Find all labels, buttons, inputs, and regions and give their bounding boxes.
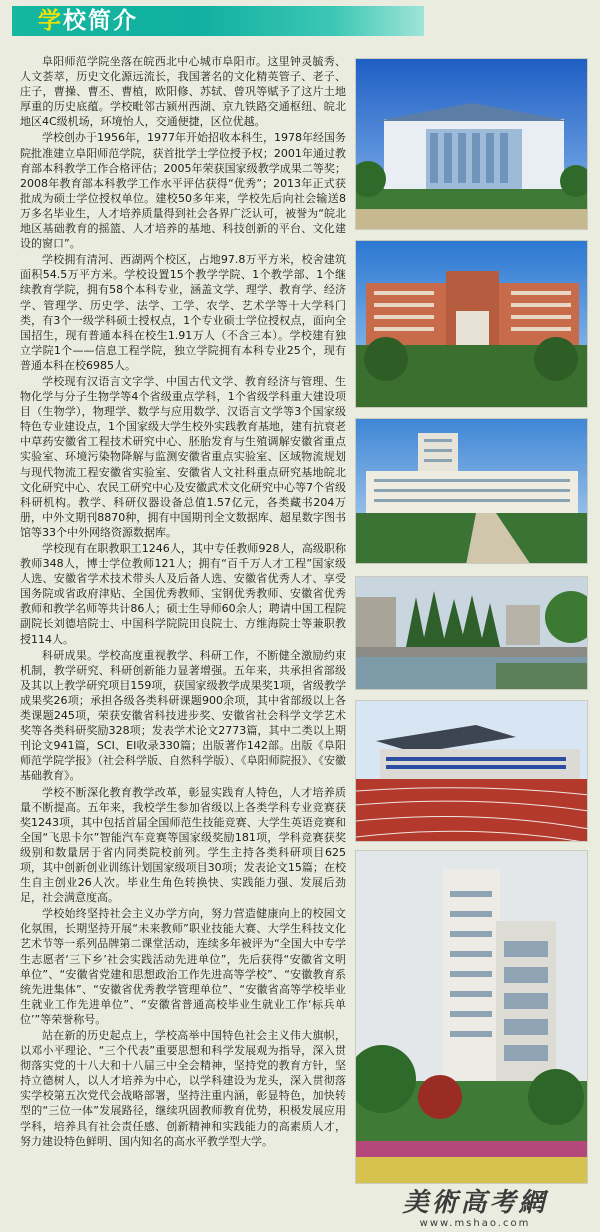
tower-building-image <box>356 851 588 1184</box>
library-building-image <box>356 59 588 230</box>
paragraph-research: 科研成果。学校高度重视教学、科研工作，不断健全激励约束机制，教学研究、科研创新能力显著增强。五年来，共承担省部级及其以上教学研究项目159项，获国家级教学成果奖1项，省级教学成果奖26项；承担各级各类科研课题900余项，其中省部级以上各类课题245项，荣获安徽省科技进步奖、安徽省社会科学文学艺术奖等各类科研奖励328项；发表学术论文2773篇，其中二类以上期刊论文941篇，SCI、EI收录330篇；出版著作142部。出版《阜阳师范学院学报》（社会科学版、自然科学版）、《阜阳师院报》、《安徽基础教育》。 <box>20 648 346 783</box>
paragraph-future: 站在新的历史起点上，学校高举中国特色社会主义伟大旗帜，以邓小平理论、“三个代表”重要思想和科学发展观为指导，深入贯彻落实党的十八大和十八届三中全会精神，坚持党的教育方针，坚持立德树人，以人才培养为中心，以学科建设为龙头，深入贯彻落实学校第五次党代会战略部署，坚持注重内涵，彰显特色，加快转型的“三位一体”发展路径，继续巩固教师教育优势，积极发展应用学科，培养具有社会责任感、创新精神和实践能力的高素质人才，努力建设特色鲜明、国内知名的高水平教学型大学。 <box>20 1029 346 1148</box>
stadium-track-photo <box>355 700 588 842</box>
main-building-image <box>356 241 588 408</box>
main-building-photo <box>355 240 588 408</box>
section-title-bar <box>12 6 424 36</box>
watermark-title: 美術高考網 <box>402 1188 548 1218</box>
site-watermark <box>360 1188 590 1230</box>
stadium-track-image <box>356 701 588 842</box>
paragraph-location: 阜阳师范学院坐落在皖西北中心城市阜阳市。这里钟灵毓秀、人文荟萃，历史文化源远流长，我国著名的文化精英管子、老子、庄子，曹操、曹丕、曹植，欧阳修、苏轼、曾巩等赋予了这片土地厚重的历史底蕴。学校毗邻古颍州西湖、京九铁路交通枢纽、皖北地区4C级机场，环境怡人，交通便捷，区位优越。 <box>20 55 346 129</box>
paragraph-faculty: 学校现有在职教职工1246人，其中专任教师928人，高级职称教师348人，博士学位教师121人；拥有“百千万人才工程”国家级人选、安徽省学术技术带头人及后备人选、安徽省优秀人才、享受国务院或省政府津贴、全国优秀教师、宝钢优秀教师、安徽省优秀教师和教学名师等共计86人；硕士生导师60余人；聘请中国工程院副院长刘德培院士、中国科学院院田良院士、方维海院士等兼职教授114人。 <box>20 542 346 646</box>
paragraph-teaching: 学校不断深化教育教学改革，彰显实践育人特色，人才培养质量不断提高。五年来，我校学生参加省级以上各类学科专业竞赛获奖1243项，其中包括首届全国师范生技能竞赛、大学生英语竞赛和全国“飞思卡尔”智能汽车竞赛等国家级奖励181项，学科竞赛获奖级别和数量居于省内同类院校前列。学生主持各类科研项目625项，其中创新创业训练计划国家级项目30项；发表论文15篇；在校生自主创业26人次。毕业生角色转换快、实践能力强、发展后劲足，社会满意度高。 <box>20 785 346 905</box>
campus-buildings-image <box>356 419 588 564</box>
campus-lake-photo <box>355 576 588 690</box>
paragraph-history: 学校创办于1956年，1977年开始招收本科生，1978年经国务院批准建立阜阳师范学院，获首批学士学位授予权；2001年通过教育部本科教学工作合格评估；2005年荣获国家级教学成果二等奖；2008年教育部本科教学工作水平评估获得“优秀”；2013年正式获批成为硕士学位授权单位。建校50多年来，学校先后向社会输送8万多名毕业生，人才培养质量得到社会各界广泛认可，被誉为“皖北地区基础教育的摇篮、人才培养的基地、科技创新的平台、文化建设的窗口”。 <box>20 131 346 251</box>
paragraph-campus: 学校拥有清河、西湖两个校区，占地97.8万平方米，校舍建筑面积54.5万平方米。学校设置15个教学学院、1个教学部、1个继续教育学院，拥有58个本科专业，涵盖文学、理学、教育学、经济学、管理学、历史学、法学、工学、农学、艺术学等十大学科门类，有3个一级学科硕士授权点，1个专业硕士学位授权点，面向全国招生，现有普通本科在校生1.91万人（不含三本）。学校建有独立学院1个——信息工程学院，独立学院拥有本科专业25个，现有普通本科在校6985人。 <box>20 253 346 372</box>
page-title <box>38 6 138 36</box>
introduction-text <box>20 54 346 1150</box>
paragraph-disciplines: 学校现有汉语言文字学、中国古代文学、教育经济与管理、生物化学与分子生物学等4个省级重点学科，1个省级学科重大建设项目（生物学），物理学、数学与应用数学、汉语言文学等3个国家级特色专业建设点，1个国家级大学生校外实践教育基地，建有抗衰老中草药安徽省工程技术研究中心、胚胎发育与生殖调解安徽省重点实验室、环境污染物降解与监测安徽省重点实验室、区域物流规划与现代物流工程安徽省实验室、安徽省人文社科重点研究基地皖北文化研究中心、农民工研究中心及安徽武术文化研究中心等7个省级科研机构。教学、科研仪器设备总值1.57亿元，各类藏书204万册，中外文期刊8870种，拥有中国期刊全文数据库、超星数字图书馆等33个中外网络资源数据库。 <box>20 374 346 539</box>
campus-buildings-photo <box>355 418 588 564</box>
page-title-rest: 校简介 <box>63 8 138 34</box>
watermark-url: www.mshao.com <box>419 1218 531 1229</box>
campus-lake-image <box>356 577 588 690</box>
tower-building-photo <box>355 850 588 1184</box>
paragraph-culture: 学校始终坚持社会主义办学方向，努力营造健康向上的校园文化氛围，长期坚持开展“未来教师”职业技能大赛、大学生科技文化艺术节等一系列品牌第二课堂活动，连续多年被评为“全国大中专学生志愿者‘三下乡’社会实践活动先进单位”，先后获得“安徽省文明单位”、“安徽省党建和思想政治工作先进高等学校”、“安徽教育系统先进集体”、“安徽省优秀教学管理单位”、“安徽省高等学校毕业生就业工作先进单位”、“安徽省普通高校毕业生就业工作‘标兵单位’”等荣誉称号。 <box>20 907 346 1026</box>
library-building-photo <box>355 58 588 230</box>
page-title-accent: 学 <box>38 8 63 34</box>
